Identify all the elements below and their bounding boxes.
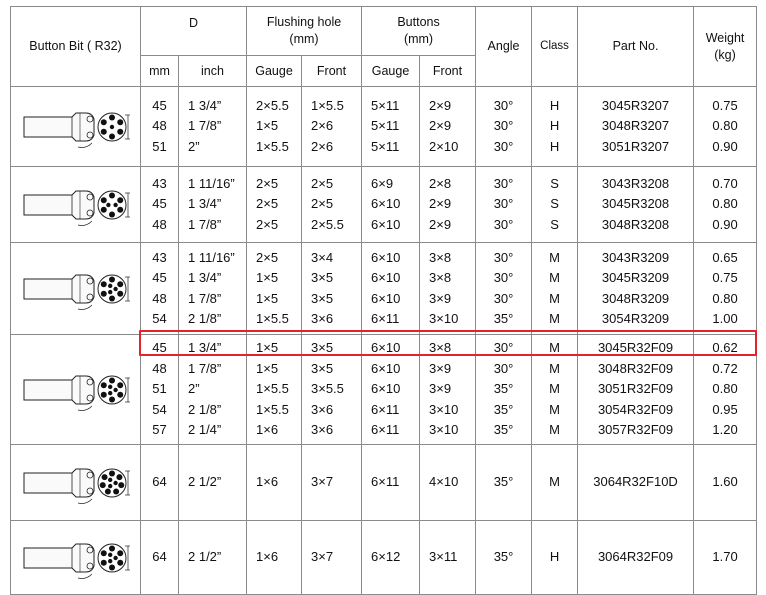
value-class: M (549, 311, 560, 326)
value-part: 3054R3209 (601, 311, 670, 326)
cell-angle (476, 87, 532, 167)
value-part: 3048R32F09 (597, 360, 674, 376)
inch-subheader: inch (179, 56, 247, 87)
value-inch: 1 7/8” (188, 216, 222, 232)
button-bit-9-button-h-icon (20, 534, 132, 582)
bit-illustration-cell (11, 335, 141, 445)
cell-class (532, 243, 578, 335)
value-bt-gauge: 6×12 (371, 549, 401, 565)
value-bt-gauge: 6×9 (371, 175, 394, 191)
cell-inch (179, 87, 247, 167)
cell-fl-front (302, 87, 362, 167)
buttons-front-subheader: Front (420, 56, 476, 87)
value-inch: 1 3/4” (188, 97, 222, 113)
value-mm: 57 (152, 422, 167, 438)
value-angle: 35° (493, 381, 514, 397)
value-bt-front: 3×8 (429, 270, 452, 285)
value-bt-front: 3×9 (429, 290, 452, 306)
cell-fl-front (302, 167, 362, 243)
value-fl-front: 3×5.5 (311, 381, 344, 397)
value-part: 3054R32F09 (597, 401, 674, 417)
value-bt-front: 3×8 (429, 340, 452, 356)
value-angle: 30° (493, 340, 514, 356)
value-class: S (550, 216, 559, 232)
cell-mm (141, 445, 179, 521)
cell-inch (179, 521, 247, 595)
value-bt-front: 3×11 (429, 549, 458, 565)
value-bt-gauge: 6×10 (371, 290, 401, 306)
weight-header: Weight (kg) (694, 7, 757, 87)
value-bt-gauge: 6×10 (371, 360, 401, 376)
cell-class (532, 87, 578, 167)
value-class: M (549, 422, 560, 438)
product-group-row (11, 445, 757, 521)
bit-illustration-cell (11, 521, 141, 595)
value-angle: 30° (493, 97, 514, 113)
value-mm: 48 (152, 216, 167, 232)
value-part: 3048R3209 (601, 290, 670, 306)
value-mm: 48 (152, 290, 167, 306)
mm-subheader: mm (141, 56, 179, 87)
value-part: 3043R3209 (601, 249, 670, 265)
cell-fl-front (302, 243, 362, 335)
cell-mm (141, 243, 179, 335)
cell-fl-gauge (247, 521, 302, 595)
product-header: Button Bit ( R32) (11, 7, 141, 87)
value-mm: 43 (152, 175, 167, 191)
value-bt-gauge: 6×10 (371, 340, 401, 356)
flushing-gauge-subheader: Gauge (247, 56, 302, 87)
value-part: 3057R32F09 (597, 422, 674, 438)
cell-bt-front (420, 521, 476, 595)
value-class: M (549, 340, 560, 356)
value-part: 3043R3208 (601, 175, 670, 191)
cell-part (578, 167, 694, 243)
value-weight: 0.75 (712, 97, 738, 113)
value-angle: 35° (493, 311, 514, 326)
value-class: M (549, 474, 560, 490)
value-mm: 48 (152, 118, 167, 134)
cell-bt-gauge (362, 335, 420, 445)
value-weight: 0.80 (712, 118, 738, 134)
value-bt-gauge: 5×11 (371, 118, 400, 134)
value-part: 3051R3207 (601, 138, 670, 154)
value-inch: 2 1/2” (188, 474, 222, 490)
value-fl-front: 3×6 (311, 311, 334, 326)
cell-angle (476, 521, 532, 595)
value-fl-front: 2×5.5 (311, 216, 344, 232)
value-angle: 30° (493, 175, 514, 191)
diameter-header: D (141, 7, 247, 56)
value-weight: 0.65 (712, 249, 738, 265)
cell-fl-front (302, 445, 362, 521)
value-inch: 1 3/4” (188, 270, 222, 285)
value-fl-front: 3×6 (311, 422, 334, 438)
product-group-row (11, 243, 757, 335)
value-class: M (549, 381, 560, 397)
value-bt-front: 3×9 (429, 381, 452, 397)
value-inch: 1 3/4” (188, 340, 222, 356)
value-class: S (550, 196, 559, 212)
bit-illustration-cell (11, 167, 141, 243)
value-class: H (549, 97, 560, 113)
value-weight: 0.95 (712, 401, 738, 417)
value-angle: 30° (493, 290, 514, 306)
value-bt-gauge: 6×11 (371, 474, 400, 490)
value-fl-front: 3×7 (311, 474, 334, 490)
value-fl-gauge: 2×5 (256, 196, 279, 212)
value-fl-front: 2×6 (311, 118, 334, 134)
value-part: 3045R3207 (601, 97, 670, 113)
value-class: H (549, 549, 560, 565)
value-mm: 64 (152, 549, 167, 565)
cell-inch (179, 167, 247, 243)
value-bt-front: 4×10 (429, 474, 459, 490)
value-mm: 45 (152, 340, 167, 356)
value-inch: 2 1/8” (188, 401, 222, 417)
value-bt-front: 2×9 (429, 97, 452, 113)
value-class: M (549, 360, 560, 376)
cell-bt-gauge (362, 243, 420, 335)
value-bt-front: 2×9 (429, 196, 452, 212)
value-inch: 2” (188, 381, 200, 397)
cell-bt-gauge (362, 445, 420, 521)
cell-class (532, 445, 578, 521)
value-inch: 1 11/16” (188, 175, 235, 191)
value-mm: 45 (152, 270, 167, 285)
value-part: 3045R32F09 (597, 340, 674, 356)
cell-bt-gauge (362, 521, 420, 595)
value-weight: 0.80 (712, 196, 738, 212)
value-part: 3045R3209 (601, 270, 670, 285)
value-part: 3051R32F09 (597, 381, 674, 397)
value-bt-gauge: 6×10 (371, 270, 401, 285)
value-angle: 30° (493, 216, 514, 232)
part-no-header: Part No. (578, 7, 694, 87)
buttons-gauge-subheader: Gauge (362, 56, 420, 87)
product-group-row (11, 167, 757, 243)
value-fl-front: 2×5 (311, 196, 334, 212)
flushing-front-subheader: Front (302, 56, 362, 87)
value-class: M (549, 401, 560, 417)
value-inch: 2” (188, 138, 200, 154)
value-bt-front: 3×10 (429, 311, 459, 326)
value-inch: 2 1/2” (188, 549, 222, 565)
cell-bt-gauge (362, 87, 420, 167)
value-angle: 30° (493, 196, 514, 212)
cell-bt-front (420, 167, 476, 243)
cell-inch (179, 335, 247, 445)
value-mm: 45 (152, 196, 167, 212)
value-fl-gauge: 2×5.5 (256, 97, 289, 113)
value-fl-front: 1×5.5 (311, 97, 344, 113)
value-fl-front: 3×5 (311, 360, 334, 376)
value-inch: 1 11/16” (188, 249, 235, 265)
value-fl-gauge: 1×5.5 (256, 401, 289, 417)
value-weight: 0.62 (712, 340, 738, 356)
value-weight: 0.90 (712, 216, 738, 232)
value-mm: 54 (152, 401, 167, 417)
value-part: 3048R3208 (601, 216, 670, 232)
value-part: 3048R3207 (601, 118, 670, 134)
value-bt-gauge: 6×11 (371, 311, 400, 326)
cell-part (578, 87, 694, 167)
cell-angle (476, 243, 532, 335)
cell-bt-front (420, 445, 476, 521)
value-fl-front: 3×5 (311, 290, 334, 306)
product-group-row (11, 521, 757, 595)
button-bit-9-button-flat-icon (20, 366, 132, 414)
cell-fl-front (302, 521, 362, 595)
value-fl-gauge: 1×5 (256, 118, 279, 134)
value-class: M (549, 270, 560, 285)
cell-weight (694, 335, 757, 445)
flushing-hole-header: Flushing hole (mm) (247, 7, 362, 56)
button-bit-9-button-icon (20, 265, 132, 313)
value-angle: 30° (493, 249, 514, 265)
angle-header: Angle (476, 7, 532, 87)
cell-fl-gauge (247, 243, 302, 335)
button-bit-spec-table (10, 6, 757, 595)
value-fl-gauge: 2×5 (256, 216, 279, 232)
value-bt-gauge: 5×11 (371, 97, 400, 113)
cell-part (578, 445, 694, 521)
value-mm: 48 (152, 360, 167, 376)
value-bt-front: 2×9 (429, 216, 452, 232)
value-bt-gauge: 5×11 (371, 138, 400, 154)
value-mm: 64 (152, 474, 167, 490)
cell-weight (694, 87, 757, 167)
value-inch: 2 1/8” (188, 311, 222, 326)
value-class: H (549, 118, 560, 134)
value-class: S (550, 175, 559, 191)
value-inch: 1 7/8” (188, 290, 222, 306)
cell-mm (141, 521, 179, 595)
value-fl-gauge: 1×5 (256, 340, 279, 356)
value-weight: 0.80 (712, 381, 738, 397)
value-angle: 35° (493, 474, 514, 490)
cell-bt-front (420, 335, 476, 445)
cell-weight (694, 243, 757, 335)
cell-fl-gauge (247, 335, 302, 445)
product-group-row (11, 335, 757, 445)
cell-part (578, 335, 694, 445)
value-angle: 35° (493, 549, 514, 565)
cell-fl-gauge (247, 87, 302, 167)
value-class: M (549, 249, 560, 265)
value-fl-gauge: 2×5 (256, 175, 279, 191)
cell-part (578, 243, 694, 335)
value-bt-front: 2×9 (429, 118, 452, 134)
cell-fl-front (302, 335, 362, 445)
value-angle: 35° (493, 422, 514, 438)
value-bt-front: 3×9 (429, 360, 452, 376)
value-angle: 30° (493, 270, 514, 285)
cell-angle (476, 167, 532, 243)
value-bt-front: 2×8 (429, 175, 452, 191)
value-bt-gauge: 6×10 (371, 196, 401, 212)
value-mm: 43 (152, 249, 167, 265)
cell-mm (141, 167, 179, 243)
value-fl-front: 3×5 (311, 270, 334, 285)
cell-weight (694, 521, 757, 595)
value-weight: 1.00 (712, 311, 738, 326)
value-fl-front: 3×4 (311, 249, 334, 265)
value-angle: 30° (493, 138, 514, 154)
button-bit-10-button-icon (20, 459, 132, 507)
value-bt-gauge: 6×10 (371, 381, 401, 397)
cell-class (532, 167, 578, 243)
cell-weight (694, 167, 757, 243)
value-bt-gauge: 6×11 (371, 401, 400, 417)
cell-class (532, 521, 578, 595)
value-fl-gauge: 1×5.5 (256, 138, 289, 154)
value-bt-front: 2×10 (429, 138, 459, 154)
value-fl-front: 2×5 (311, 175, 334, 191)
buttons-header: Buttons (mm) (362, 7, 476, 56)
product-group-row (11, 87, 757, 167)
value-inch: 1 7/8” (188, 118, 222, 134)
value-mm: 51 (152, 138, 167, 154)
value-fl-gauge: 2×5 (256, 249, 279, 265)
value-mm: 54 (152, 311, 167, 326)
bit-illustration-cell (11, 243, 141, 335)
value-bt-front: 3×8 (429, 249, 452, 265)
button-bit-8-button-icon (20, 181, 132, 229)
value-inch: 2 1/4” (188, 422, 222, 438)
value-angle: 30° (493, 118, 514, 134)
cell-part (578, 521, 694, 595)
cell-angle (476, 335, 532, 445)
value-bt-gauge: 6×10 (371, 249, 401, 265)
value-fl-gauge: 1×6 (256, 549, 279, 565)
value-bt-gauge: 6×10 (371, 216, 401, 232)
cell-class (532, 335, 578, 445)
value-mm: 51 (152, 381, 167, 397)
value-fl-gauge: 1×5 (256, 360, 279, 376)
value-fl-gauge: 1×5.5 (256, 381, 289, 397)
cell-angle (476, 445, 532, 521)
value-angle: 30° (493, 360, 514, 376)
value-fl-gauge: 1×6 (256, 474, 279, 490)
value-weight: 1.20 (712, 422, 738, 438)
value-fl-front: 2×6 (311, 138, 334, 154)
value-weight: 0.75 (712, 270, 738, 285)
cell-mm (141, 87, 179, 167)
value-bt-front: 3×10 (429, 401, 459, 417)
cell-fl-gauge (247, 445, 302, 521)
value-fl-gauge: 1×5 (256, 270, 279, 285)
cell-mm (141, 335, 179, 445)
value-fl-gauge: 1×5 (256, 290, 279, 306)
value-bt-gauge: 6×11 (371, 422, 400, 438)
value-class: H (549, 138, 560, 154)
value-fl-front: 3×5 (311, 340, 334, 356)
bit-illustration-cell (11, 87, 141, 167)
value-mm: 45 (152, 97, 167, 113)
value-inch: 1 3/4” (188, 196, 222, 212)
value-part: 3045R3208 (601, 196, 670, 212)
value-angle: 35° (493, 401, 514, 417)
value-weight: 0.90 (712, 138, 738, 154)
value-bt-front: 3×10 (429, 422, 459, 438)
bit-illustration-cell (11, 445, 141, 521)
cell-bt-gauge (362, 167, 420, 243)
value-inch: 1 7/8” (188, 360, 222, 376)
class-header: Class (532, 7, 578, 87)
value-fl-front: 3×6 (311, 401, 334, 417)
value-weight: 1.60 (712, 474, 738, 490)
cell-fl-gauge (247, 167, 302, 243)
value-weight: 1.70 (712, 549, 738, 565)
value-fl-gauge: 1×6 (256, 422, 279, 438)
value-part: 3064R32F09 (597, 549, 674, 565)
value-weight: 0.80 (712, 290, 738, 306)
value-class: M (549, 290, 560, 306)
value-fl-gauge: 1×5.5 (256, 311, 289, 326)
value-weight: 0.72 (712, 360, 738, 376)
cell-inch (179, 445, 247, 521)
cell-inch (179, 243, 247, 335)
cell-bt-front (420, 87, 476, 167)
cell-bt-front (420, 243, 476, 335)
value-weight: 0.70 (712, 175, 738, 191)
button-bit-7-button-icon (20, 103, 132, 151)
value-part: 3064R32F10D (593, 474, 678, 490)
value-fl-front: 3×7 (311, 549, 334, 565)
cell-weight (694, 445, 757, 521)
